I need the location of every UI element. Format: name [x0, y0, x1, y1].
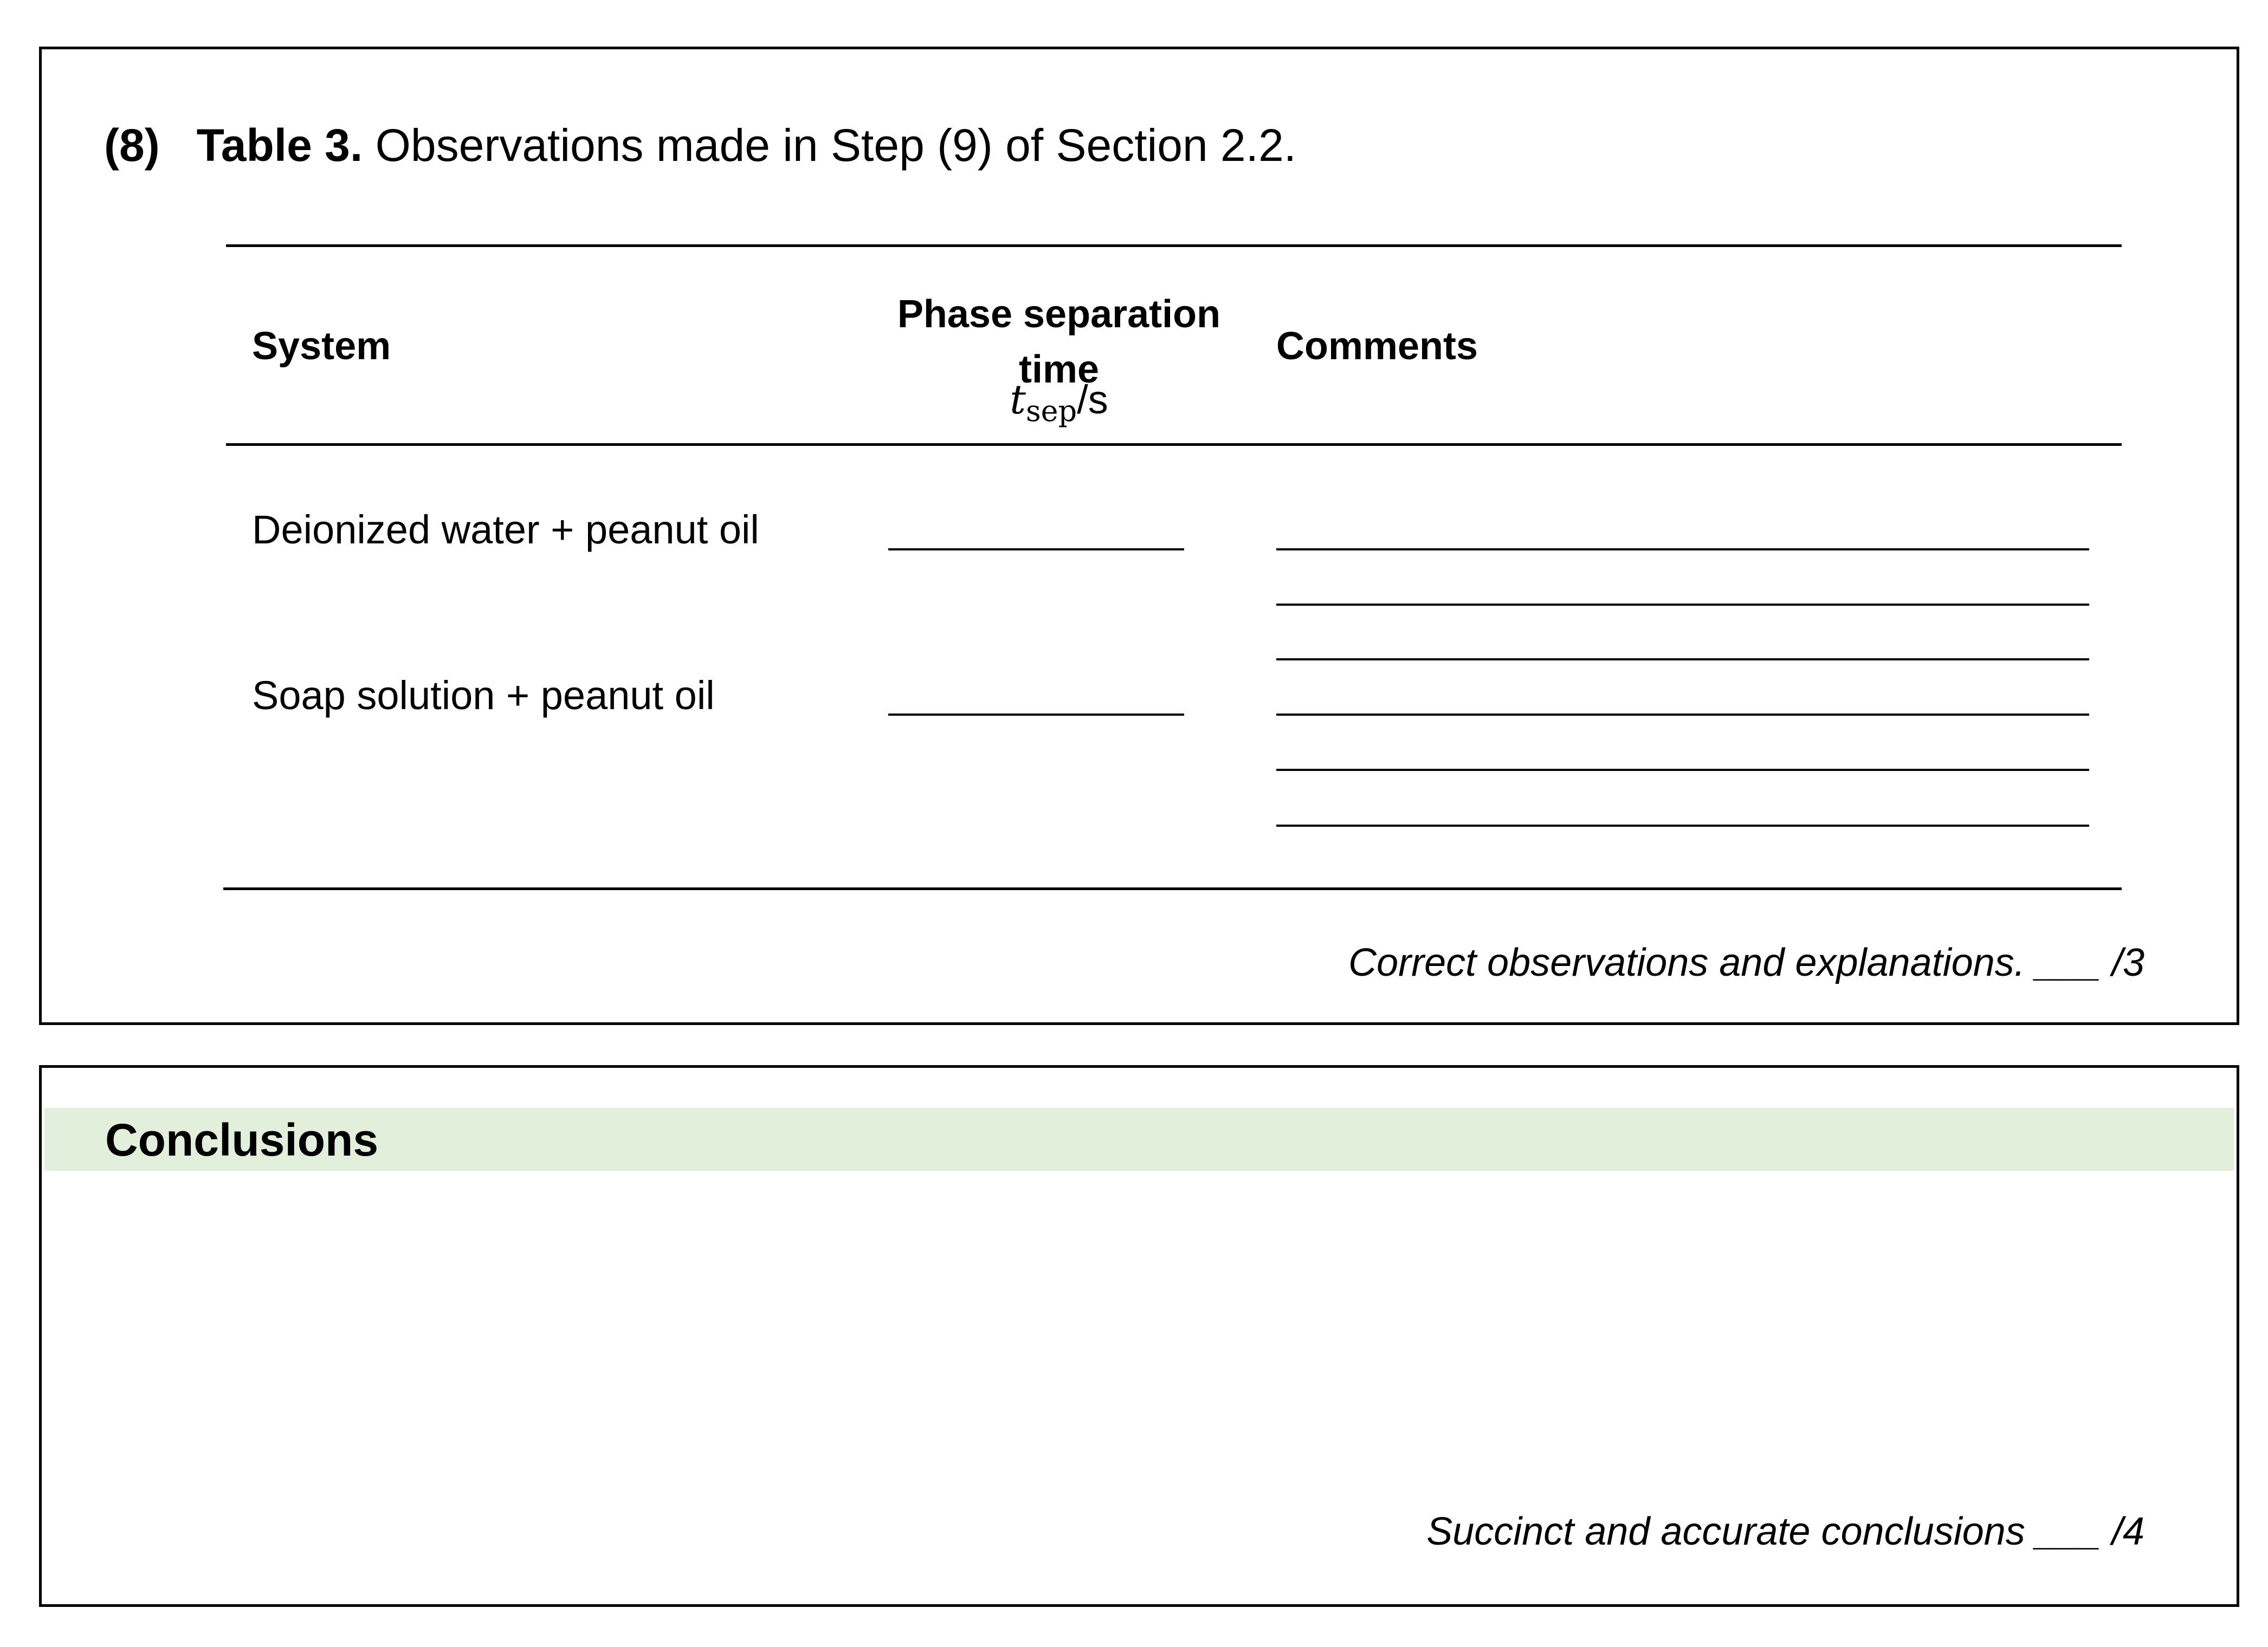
header-phase-unit [815, 377, 1303, 428]
question-heading [104, 120, 1297, 171]
header-system: System [252, 325, 391, 368]
header-phase-line1: Phase separation [897, 293, 1221, 336]
phase-subscript: sep [1025, 394, 1077, 428]
table-label: Table 3. [196, 120, 363, 171]
table-score: Correct observations and explanations. ___ /3 [1348, 941, 2144, 984]
table-bottom-rule [223, 887, 2122, 890]
comment-line-6[interactable] [1276, 825, 2089, 827]
conclusions-answer-area[interactable] [44, 1171, 2234, 1463]
conclusions-section [39, 1065, 2239, 1607]
phase-unit: /s [1077, 377, 1108, 422]
row-system-soap: Soap solution + peanut oil [252, 673, 715, 718]
conclusions-title: Conclusions [105, 1114, 379, 1165]
phase-symbol: t [1010, 377, 1026, 423]
table-section [39, 47, 2239, 1025]
table-top-rule [226, 244, 2122, 247]
comment-line-2[interactable] [1276, 604, 2089, 606]
conclusions-header-band [44, 1108, 2234, 1171]
row-system-deionized: Deionized water + peanut oil [252, 507, 759, 552]
comment-line-5[interactable] [1276, 769, 2089, 771]
comment-line-3[interactable] [1276, 658, 2089, 660]
table-caption: Observations made in Step (9) of Section 2.2. [375, 120, 1297, 171]
comment-line-4[interactable] [1276, 714, 2089, 716]
table-header-rule [226, 443, 2122, 446]
comment-line-1[interactable] [1276, 548, 2089, 550]
header-phase-line2: time [1018, 348, 1100, 391]
question-number: (8) [104, 120, 160, 171]
phase-time-blank-1[interactable] [888, 548, 1184, 550]
header-comments: Comments [1276, 325, 1478, 368]
phase-time-blank-2[interactable] [888, 714, 1184, 716]
conclusions-score: Succinct and accurate conclusions ___ /4 [1426, 1510, 2144, 1553]
